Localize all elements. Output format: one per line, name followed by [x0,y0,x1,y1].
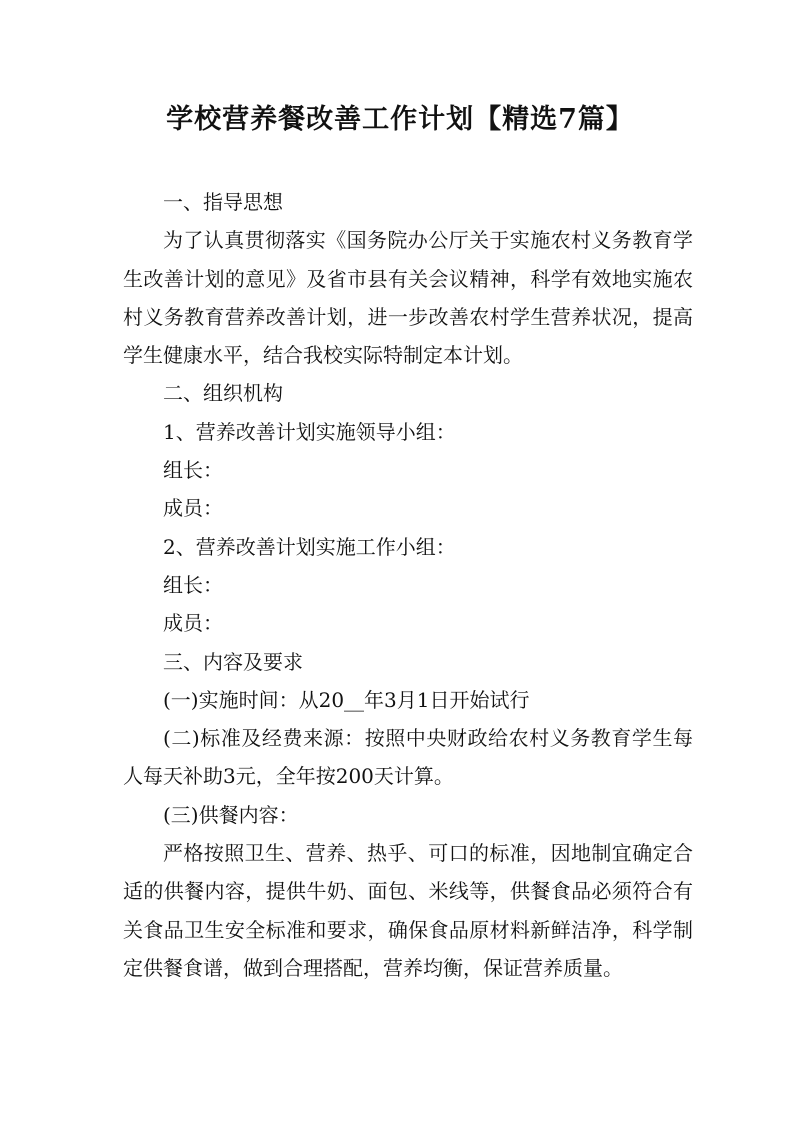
document-title: 学校营养餐改善工作计划【精选7篇】 [166,104,634,135]
meal-content-heading: (三)供餐内容： [163,802,299,827]
heading-organization: 二、组织机构 [163,381,283,406]
leadership-group-leader: 组长： [163,458,223,483]
heading-content-requirements: 三、内容及要求 [163,649,303,674]
working-group-leader: 组长： [163,572,223,597]
implementation-time: (一)实施时间：从20__年3月1日开始试行 [163,687,530,712]
leadership-group-members: 成员： [163,496,223,521]
meal-content-paragraph: 严格按照卫生、营养、热乎、可口的标准，因地制宜确定合适的供餐内容，提供牛奶、面包、米线等，供餐食品必须符合有关食品卫生安全标准和要求，确保食品原材料新鲜洁净，科学制定供餐食谱，做到合理搭配，营养均衡，保证营养质量。 [123,841,693,980]
standards-funding: (二)标准及经费来源：按照中央财政给农村义务教育学生每人每天补助3元，全年按200天计算。 [123,726,693,789]
working-group-members: 成员： [163,611,223,636]
paragraph-guiding-ideology: 为了认真贯彻落实《国务院办公厅关于实施农村义务教育学生改善计划的意见》及省市县有关会议精神，科学有效地实施农村义务教育营养改善计划，进一步改善农村学生营养状况，提高学生健康水平，结合我校实际特制定本计划。 [123,228,693,368]
working-group-heading: 2、营养改善计划实施工作小组： [163,534,456,559]
heading-guiding-ideology: 一、指导思想 [163,190,283,214]
document-body [123,183,693,987]
leadership-group-heading: 1、营养改善计划实施领导小组： [163,419,456,444]
